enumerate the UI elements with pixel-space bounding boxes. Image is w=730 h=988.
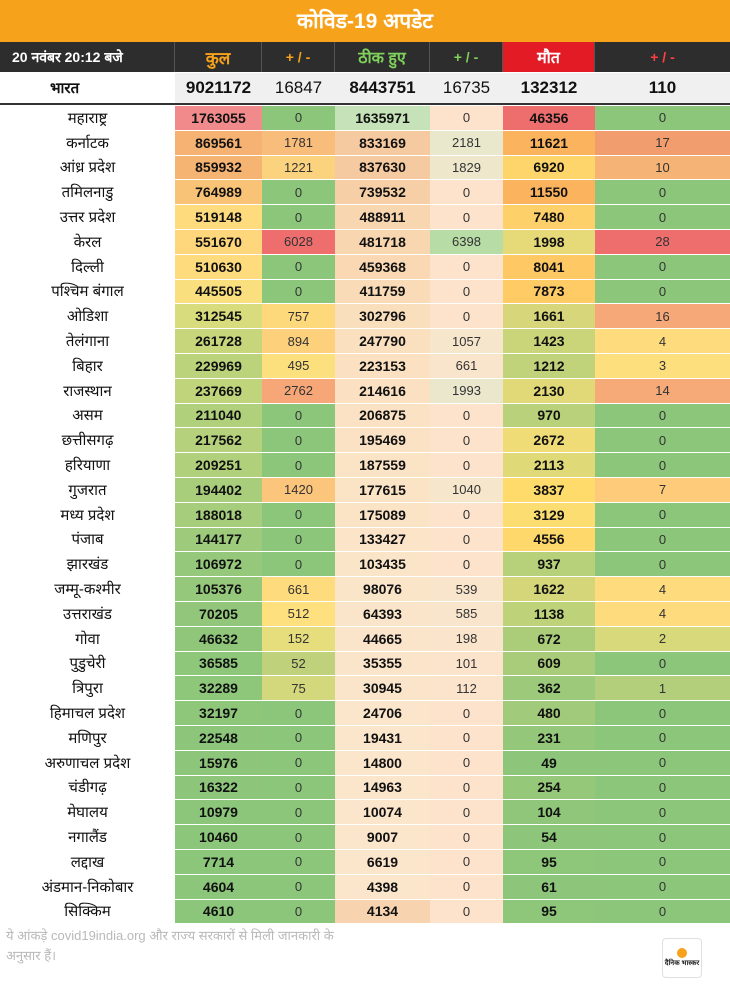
state-recovered: 30945	[335, 676, 430, 700]
state-recovered-change: 0	[430, 776, 503, 800]
logo-dot-icon	[677, 948, 687, 958]
table-row	[0, 875, 730, 900]
state-recovered-change: 0	[430, 850, 503, 874]
state-total: 22548	[175, 726, 262, 750]
state-recovered: 14800	[335, 751, 430, 775]
state-deaths: 1212	[503, 354, 595, 378]
state-recovered: 214616	[335, 379, 430, 403]
state-recovered-change: 0	[430, 304, 503, 328]
state-name: आंध्र प्रदेश	[0, 156, 175, 180]
state-recovered-change: 1040	[430, 478, 503, 502]
state-name: लद्दाख	[0, 850, 175, 874]
state-total: 7714	[175, 850, 262, 874]
state-deaths-change: 4	[595, 577, 730, 601]
state-deaths: 970	[503, 404, 595, 428]
state-name: केरल	[0, 230, 175, 254]
state-recovered-change: 0	[430, 404, 503, 428]
state-deaths-change: 0	[595, 205, 730, 229]
state-total-change: 52	[262, 652, 335, 676]
state-recovered: 206875	[335, 404, 430, 428]
state-deaths: 362	[503, 676, 595, 700]
state-total: 4604	[175, 875, 262, 899]
state-recovered: 1635971	[335, 106, 430, 130]
state-name: उत्तर प्रदेश	[0, 205, 175, 229]
table-row	[0, 329, 730, 354]
state-deaths-change: 0	[595, 875, 730, 899]
state-name: जम्मू-कश्मीर	[0, 577, 175, 601]
state-total-change: 1420	[262, 478, 335, 502]
state-recovered-change: 0	[430, 453, 503, 477]
state-deaths: 3129	[503, 503, 595, 527]
state-total: 188018	[175, 503, 262, 527]
state-deaths-change: 0	[595, 453, 730, 477]
state-total: 551670	[175, 230, 262, 254]
state-deaths: 11621	[503, 131, 595, 155]
state-recovered: 481718	[335, 230, 430, 254]
state-total-change: 0	[262, 180, 335, 204]
state-deaths: 1138	[503, 602, 595, 626]
table-row	[0, 528, 730, 553]
state-deaths-change: 0	[595, 900, 730, 924]
state-total-change: 2762	[262, 379, 335, 403]
india-total-change: 16847	[274, 78, 323, 97]
state-recovered: 833169	[335, 131, 430, 155]
footer	[0, 924, 730, 988]
state-name: सिक्किम	[0, 900, 175, 924]
state-total: 1763055	[175, 106, 262, 130]
state-name: गुजरात	[0, 478, 175, 502]
state-deaths-change: 0	[595, 180, 730, 204]
state-total-change: 1781	[262, 131, 335, 155]
state-name: अंडमान-निकोबार	[0, 875, 175, 899]
state-total-change: 0	[262, 255, 335, 279]
state-total: 32289	[175, 676, 262, 700]
state-total-change: 894	[262, 329, 335, 353]
state-deaths: 7873	[503, 280, 595, 304]
state-recovered-change: 2181	[430, 131, 503, 155]
table-row	[0, 701, 730, 726]
state-total: 10979	[175, 800, 262, 824]
state-recovered-change: 0	[430, 825, 503, 849]
state-recovered-change: 112	[430, 676, 503, 700]
state-deaths: 2113	[503, 453, 595, 477]
state-total-change: 0	[262, 428, 335, 452]
state-recovered-change: 0	[430, 552, 503, 576]
state-total: 217562	[175, 428, 262, 452]
state-deaths-change: 0	[595, 428, 730, 452]
state-recovered-change: 0	[430, 255, 503, 279]
state-deaths: 254	[503, 776, 595, 800]
state-total: 15976	[175, 751, 262, 775]
state-recovered: 459368	[335, 255, 430, 279]
state-recovered: 302796	[335, 304, 430, 328]
state-total: 4610	[175, 900, 262, 924]
state-name: त्रिपुरा	[0, 676, 175, 700]
state-deaths-change: 28	[595, 230, 730, 254]
table-row	[0, 280, 730, 305]
header-total: कुल	[175, 42, 262, 72]
state-total-change: 0	[262, 528, 335, 552]
state-deaths-change: 0	[595, 776, 730, 800]
state-deaths-change: 1	[595, 676, 730, 700]
state-recovered: 175089	[335, 503, 430, 527]
state-recovered: 739532	[335, 180, 430, 204]
state-deaths-change: 0	[595, 825, 730, 849]
state-deaths-change: 0	[595, 255, 730, 279]
state-deaths-change: 10	[595, 156, 730, 180]
state-recovered-change: 6398	[430, 230, 503, 254]
state-deaths: 49	[503, 751, 595, 775]
state-total: 237669	[175, 379, 262, 403]
state-deaths: 3837	[503, 478, 595, 502]
state-total-change: 0	[262, 726, 335, 750]
state-deaths: 1622	[503, 577, 595, 601]
table-row	[0, 156, 730, 181]
table-row	[0, 180, 730, 205]
state-recovered-change: 585	[430, 602, 503, 626]
state-deaths-change: 0	[595, 106, 730, 130]
state-name: गोवा	[0, 627, 175, 651]
state-recovered: 35355	[335, 652, 430, 676]
state-deaths: 95	[503, 900, 595, 924]
india-deaths: 132312	[520, 78, 578, 97]
state-deaths: 95	[503, 850, 595, 874]
logo-text: दैनिक भास्कर	[664, 960, 700, 967]
state-total: 209251	[175, 453, 262, 477]
state-name: झारखंड	[0, 552, 175, 576]
state-deaths-change: 0	[595, 751, 730, 775]
state-name: पुडुचेरी	[0, 652, 175, 676]
state-name: दिल्ली	[0, 255, 175, 279]
state-recovered-change: 0	[430, 701, 503, 725]
table-row	[0, 354, 730, 379]
header-deaths-change: + / -	[650, 49, 675, 65]
state-deaths: 2130	[503, 379, 595, 403]
state-recovered-change: 0	[430, 751, 503, 775]
state-recovered-change: 539	[430, 577, 503, 601]
state-recovered: 195469	[335, 428, 430, 452]
state-name: कर्नाटक	[0, 131, 175, 155]
state-deaths: 54	[503, 825, 595, 849]
state-deaths-change: 4	[595, 329, 730, 353]
state-recovered: 4398	[335, 875, 430, 899]
table-row	[0, 503, 730, 528]
state-recovered: 14963	[335, 776, 430, 800]
state-recovered: 9007	[335, 825, 430, 849]
state-deaths: 1661	[503, 304, 595, 328]
state-total-change: 661	[262, 577, 335, 601]
state-total-change: 757	[262, 304, 335, 328]
state-total: 32197	[175, 701, 262, 725]
state-recovered: 98076	[335, 577, 430, 601]
state-total-change: 0	[262, 552, 335, 576]
state-total: 70205	[175, 602, 262, 626]
state-deaths-change: 0	[595, 528, 730, 552]
state-total-change: 6028	[262, 230, 335, 254]
state-deaths: 672	[503, 627, 595, 651]
state-recovered: 411759	[335, 280, 430, 304]
table-row	[0, 131, 730, 156]
state-total: 312545	[175, 304, 262, 328]
state-recovered: 6619	[335, 850, 430, 874]
state-deaths: 231	[503, 726, 595, 750]
state-deaths: 8041	[503, 255, 595, 279]
table-row	[0, 106, 730, 131]
state-recovered-change: 0	[430, 106, 503, 130]
state-deaths: 480	[503, 701, 595, 725]
state-total: 194402	[175, 478, 262, 502]
table-row	[0, 850, 730, 875]
state-recovered: 44665	[335, 627, 430, 651]
state-name: महाराष्ट्र	[0, 106, 175, 130]
brand-logo	[662, 938, 702, 978]
state-deaths-change: 7	[595, 478, 730, 502]
state-recovered: 223153	[335, 354, 430, 378]
state-recovered: 177615	[335, 478, 430, 502]
state-deaths: 609	[503, 652, 595, 676]
header-deaths: मौत	[503, 42, 595, 72]
state-recovered-change: 0	[430, 900, 503, 924]
state-deaths: 2672	[503, 428, 595, 452]
state-total-change: 512	[262, 602, 335, 626]
state-deaths-change: 2	[595, 627, 730, 651]
state-recovered-change: 0	[430, 503, 503, 527]
state-deaths-change: 0	[595, 726, 730, 750]
header-recovered: ठीक हुए	[335, 42, 430, 72]
header-recovered-change: + / -	[430, 42, 503, 72]
header-date: 20 नवंबर 20:12 बजे	[0, 42, 175, 72]
table-row	[0, 800, 730, 825]
state-total-change: 0	[262, 825, 335, 849]
source-note: ये आंकड़े covid19india.org और राज्य सरकारों से मिली जानकारी के अनुसार हैं।	[6, 928, 334, 963]
state-name: मेघालय	[0, 800, 175, 824]
state-total-change: 0	[262, 701, 335, 725]
state-name: असम	[0, 404, 175, 428]
state-recovered-change: 0	[430, 205, 503, 229]
table-row	[0, 552, 730, 577]
state-name: ओडिशा	[0, 304, 175, 328]
state-recovered-change: 1993	[430, 379, 503, 403]
state-deaths-change: 0	[595, 652, 730, 676]
state-recovered-change: 0	[430, 800, 503, 824]
table-row	[0, 751, 730, 776]
table-row	[0, 379, 730, 404]
state-deaths: 4556	[503, 528, 595, 552]
table-row	[0, 230, 730, 255]
state-recovered-change: 0	[430, 280, 503, 304]
india-recovered: 8443751	[349, 78, 416, 97]
state-total-change: 0	[262, 850, 335, 874]
table-row	[0, 776, 730, 801]
state-total-change: 0	[262, 205, 335, 229]
state-total-change: 0	[262, 875, 335, 899]
state-name: चंडीगढ़	[0, 776, 175, 800]
state-table	[0, 106, 730, 924]
state-total: 105376	[175, 577, 262, 601]
state-total-change: 152	[262, 627, 335, 651]
state-name: राजस्थान	[0, 379, 175, 403]
state-total-change: 1221	[262, 156, 335, 180]
table-header	[0, 42, 730, 72]
table-row	[0, 428, 730, 453]
india-recovered-change: 16735	[442, 78, 491, 97]
state-recovered: 837630	[335, 156, 430, 180]
state-deaths: 6920	[503, 156, 595, 180]
table-row	[0, 676, 730, 701]
table-row	[0, 577, 730, 602]
state-recovered-change: 1057	[430, 329, 503, 353]
state-total: 764989	[175, 180, 262, 204]
india-name: भारत	[0, 73, 175, 103]
state-deaths-change: 0	[595, 800, 730, 824]
state-name: तेलंगाना	[0, 329, 175, 353]
state-deaths-change: 14	[595, 379, 730, 403]
india-deaths-change: 110	[648, 78, 677, 97]
state-total: 445505	[175, 280, 262, 304]
state-deaths: 1998	[503, 230, 595, 254]
state-total: 519148	[175, 205, 262, 229]
india-total: 9021172	[185, 78, 252, 97]
state-total: 261728	[175, 329, 262, 353]
table-row	[0, 825, 730, 850]
table-row	[0, 652, 730, 677]
state-deaths-change: 17	[595, 131, 730, 155]
state-recovered: 488911	[335, 205, 430, 229]
table-row	[0, 627, 730, 652]
table-row	[0, 404, 730, 429]
state-recovered: 24706	[335, 701, 430, 725]
state-deaths-change: 0	[595, 552, 730, 576]
state-total: 46632	[175, 627, 262, 651]
state-recovered-change: 198	[430, 627, 503, 651]
state-total-change: 0	[262, 453, 335, 477]
state-deaths-change: 0	[595, 701, 730, 725]
state-name: छत्तीसगढ़	[0, 428, 175, 452]
state-total: 211040	[175, 404, 262, 428]
state-total-change: 0	[262, 106, 335, 130]
table-row	[0, 453, 730, 478]
table-row	[0, 255, 730, 280]
state-recovered-change: 661	[430, 354, 503, 378]
state-recovered: 64393	[335, 602, 430, 626]
state-recovered: 133427	[335, 528, 430, 552]
header-total-change: + / -	[262, 42, 335, 72]
state-deaths: 7480	[503, 205, 595, 229]
state-recovered-change: 0	[430, 180, 503, 204]
state-deaths: 1423	[503, 329, 595, 353]
state-total-change: 0	[262, 900, 335, 924]
state-deaths-change: 0	[595, 404, 730, 428]
state-recovered-change: 0	[430, 875, 503, 899]
state-name: नगालैंड	[0, 825, 175, 849]
state-recovered: 247790	[335, 329, 430, 353]
state-deaths-change: 0	[595, 503, 730, 527]
state-total: 106972	[175, 552, 262, 576]
page-title: कोविड-19 अपडेट	[0, 0, 730, 42]
table-row	[0, 478, 730, 503]
state-total-change: 0	[262, 776, 335, 800]
state-total: 144177	[175, 528, 262, 552]
state-recovered-change: 101	[430, 652, 503, 676]
state-recovered: 4134	[335, 900, 430, 924]
state-name: मणिपुर	[0, 726, 175, 750]
state-recovered: 10074	[335, 800, 430, 824]
state-total-change: 0	[262, 800, 335, 824]
state-total-change: 0	[262, 751, 335, 775]
table-row	[0, 304, 730, 329]
state-name: पंजाब	[0, 528, 175, 552]
state-total: 869561	[175, 131, 262, 155]
state-total: 16322	[175, 776, 262, 800]
state-recovered: 19431	[335, 726, 430, 750]
state-total: 10460	[175, 825, 262, 849]
state-deaths-change: 3	[595, 354, 730, 378]
state-deaths: 11550	[503, 180, 595, 204]
india-total-row	[0, 73, 730, 105]
state-total: 510630	[175, 255, 262, 279]
state-total-change: 0	[262, 404, 335, 428]
state-total-change: 75	[262, 676, 335, 700]
state-recovered-change: 0	[430, 428, 503, 452]
state-total-change: 0	[262, 280, 335, 304]
state-recovered: 187559	[335, 453, 430, 477]
state-deaths-change: 0	[595, 850, 730, 874]
state-deaths: 937	[503, 552, 595, 576]
state-recovered: 103435	[335, 552, 430, 576]
state-name: हिमाचल प्रदेश	[0, 701, 175, 725]
state-deaths-change: 16	[595, 304, 730, 328]
state-deaths-change: 0	[595, 280, 730, 304]
table-row	[0, 726, 730, 751]
state-name: अरुणाचल प्रदेश	[0, 751, 175, 775]
state-deaths-change: 4	[595, 602, 730, 626]
state-name: हरियाणा	[0, 453, 175, 477]
state-name: तमिलनाडु	[0, 180, 175, 204]
table-row	[0, 900, 730, 925]
state-name: उत्तराखंड	[0, 602, 175, 626]
state-name: पश्चिम बंगाल	[0, 280, 175, 304]
table-row	[0, 205, 730, 230]
state-total-change: 495	[262, 354, 335, 378]
state-total: 229969	[175, 354, 262, 378]
state-recovered-change: 0	[430, 726, 503, 750]
state-recovered-change: 1829	[430, 156, 503, 180]
state-deaths: 104	[503, 800, 595, 824]
state-total: 36585	[175, 652, 262, 676]
state-name: बिहार	[0, 354, 175, 378]
state-deaths: 61	[503, 875, 595, 899]
state-deaths: 46356	[503, 106, 595, 130]
table-row	[0, 602, 730, 627]
state-name: मध्य प्रदेश	[0, 503, 175, 527]
state-recovered-change: 0	[430, 528, 503, 552]
state-total: 859932	[175, 156, 262, 180]
state-total-change: 0	[262, 503, 335, 527]
